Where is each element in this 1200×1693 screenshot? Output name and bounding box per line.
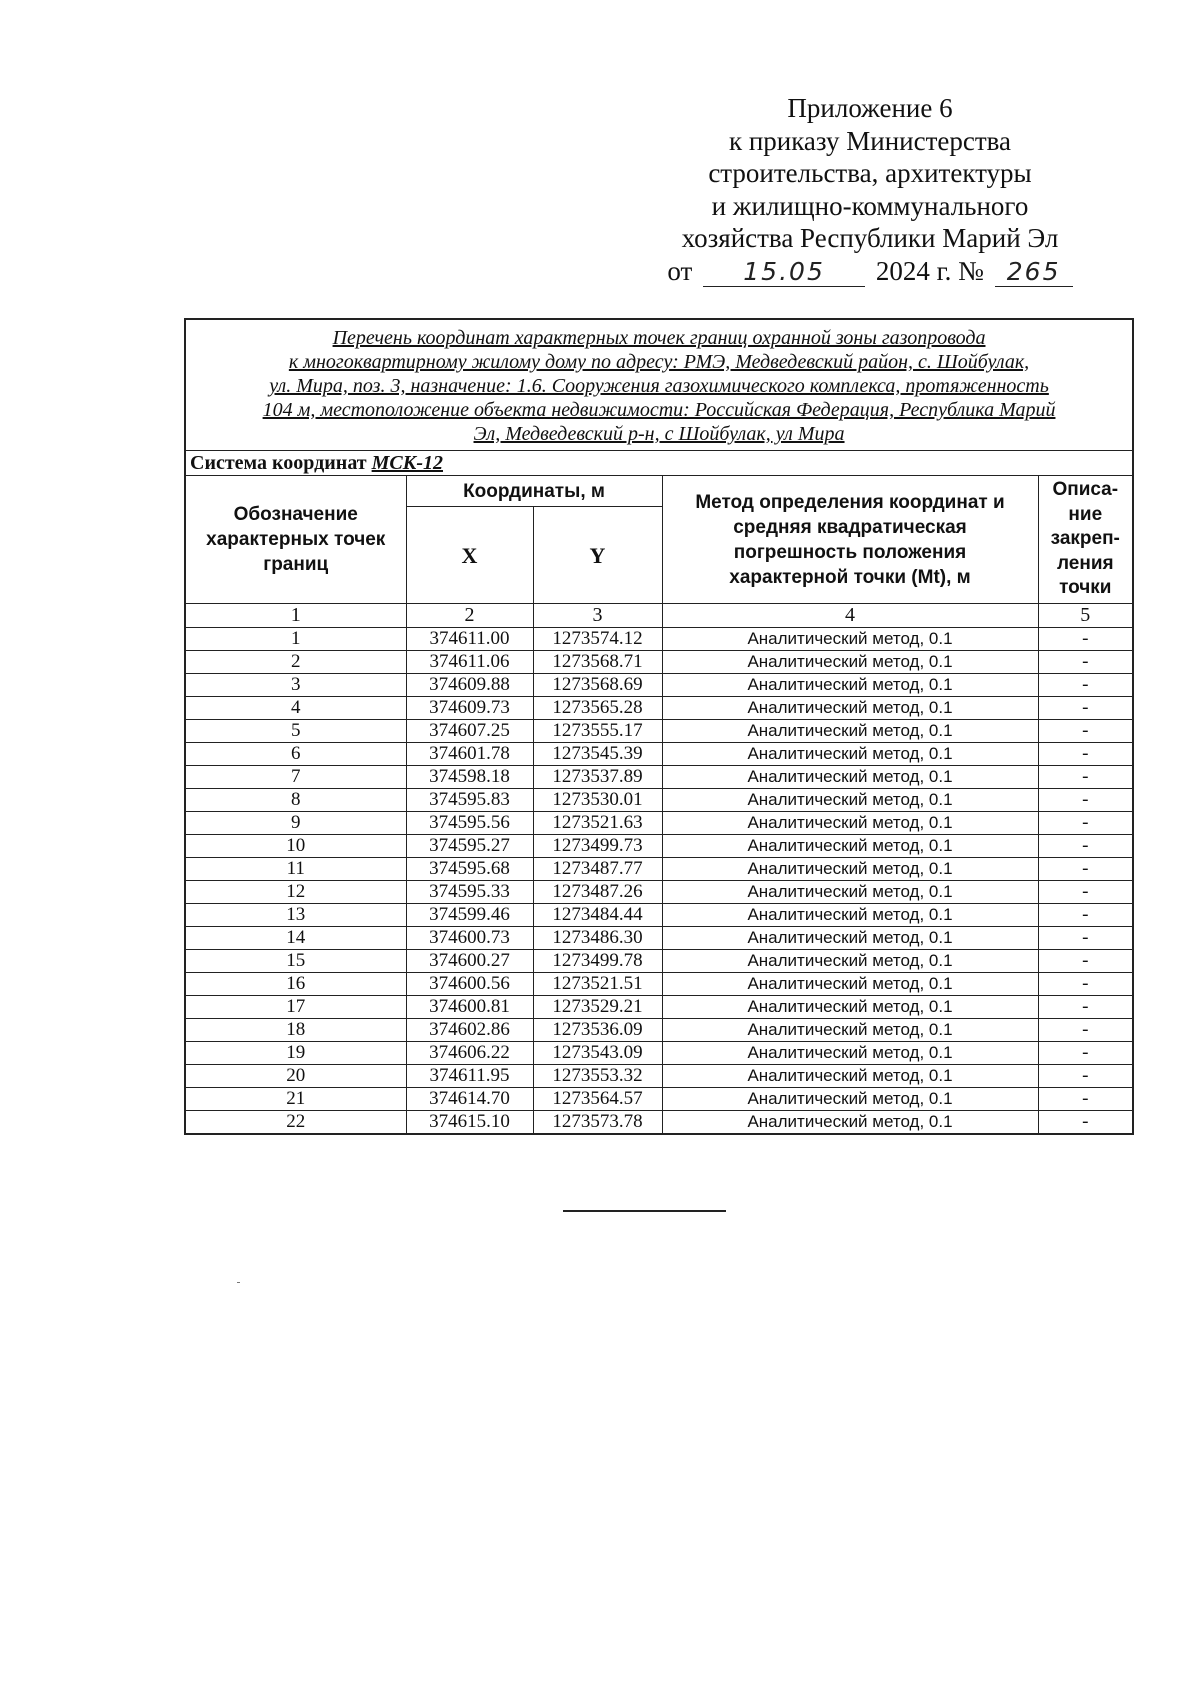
order-date-line	[640, 255, 1100, 288]
point-number-cell: 18	[185, 1019, 406, 1042]
x-coordinate-cell: 374600.73	[406, 927, 533, 950]
x-coordinate-cell: 374611.00	[406, 628, 533, 651]
x-coordinate-cell: 374611.95	[406, 1065, 533, 1088]
header-point-designation: Обозначение характерных точек границ	[185, 476, 406, 604]
x-coordinate-cell: 374595.27	[406, 835, 533, 858]
y-coordinate-cell: 1273499.73	[533, 835, 662, 858]
y-coordinate-cell: 1273574.12	[533, 628, 662, 651]
description-cell: -	[1038, 858, 1133, 881]
x-coordinate-cell: 374601.78	[406, 743, 533, 766]
handwritten-order-number: 265	[995, 258, 1073, 287]
description-cell: -	[1038, 812, 1133, 835]
title-row	[185, 319, 1133, 451]
header-description-line: ние	[1068, 503, 1103, 525]
point-number-cell: 8	[185, 789, 406, 812]
table-row	[185, 1088, 1133, 1111]
point-number-cell: 2	[185, 651, 406, 674]
column-number: 1	[185, 604, 406, 628]
x-coordinate-cell: 374595.56	[406, 812, 533, 835]
table-row	[185, 651, 1133, 674]
table-row	[185, 835, 1133, 858]
coordinates-table	[184, 318, 1134, 1135]
y-coordinate-cell: 1273555.17	[533, 720, 662, 743]
point-number-cell: 9	[185, 812, 406, 835]
table-row	[185, 766, 1133, 789]
method-cell: Аналитический метод, 0.1	[662, 1065, 1038, 1088]
y-coordinate-cell: 1273530.01	[533, 789, 662, 812]
table-row	[185, 697, 1133, 720]
x-coordinate-cell: 374607.25	[406, 720, 533, 743]
description-cell: -	[1038, 1042, 1133, 1065]
description-cell: -	[1038, 996, 1133, 1019]
description-cell: -	[1038, 720, 1133, 743]
y-coordinate-cell: 1273553.32	[533, 1065, 662, 1088]
method-cell: Аналитический метод, 0.1	[662, 674, 1038, 697]
description-cell: -	[1038, 743, 1133, 766]
method-cell: Аналитический метод, 0.1	[662, 996, 1038, 1019]
header-coordinates: Координаты, м	[406, 476, 662, 507]
point-number-cell: 1	[185, 628, 406, 651]
table-title-line: Эл, Медведевский р-н, с Шойбулак, ул Мира	[473, 423, 845, 445]
header-description-line: ления	[1056, 552, 1114, 574]
x-coordinate-cell: 374614.70	[406, 1088, 533, 1111]
point-number-cell: 17	[185, 996, 406, 1019]
header-description	[1038, 476, 1133, 604]
point-number-cell: 14	[185, 927, 406, 950]
description-cell: -	[1038, 904, 1133, 927]
method-cell: Аналитический метод, 0.1	[662, 881, 1038, 904]
appendix-header	[640, 92, 1100, 287]
header-row	[185, 476, 1133, 507]
header-line: и жилищно-коммунального	[711, 190, 1029, 221]
x-coordinate-cell: 374595.83	[406, 789, 533, 812]
description-cell: -	[1038, 835, 1133, 858]
description-cell: -	[1038, 628, 1133, 651]
point-number-cell: 19	[185, 1042, 406, 1065]
method-cell: Аналитический метод, 0.1	[662, 720, 1038, 743]
table-row	[185, 812, 1133, 835]
y-coordinate-cell: 1273529.21	[533, 996, 662, 1019]
method-cell: Аналитический метод, 0.1	[662, 950, 1038, 973]
x-coordinate-cell: 374611.06	[406, 651, 533, 674]
header-line: к приказу Министерства	[728, 125, 1012, 156]
description-cell: -	[1038, 881, 1133, 904]
point-number-cell: 5	[185, 720, 406, 743]
end-separator-line	[563, 1210, 726, 1212]
header-description-line: закреп-	[1050, 528, 1120, 550]
coordinate-system	[185, 451, 1133, 476]
description-cell: -	[1038, 1019, 1133, 1042]
table-row	[185, 927, 1133, 950]
table-row	[185, 904, 1133, 927]
table-row	[185, 881, 1133, 904]
description-cell: -	[1038, 950, 1133, 973]
point-number-cell: 6	[185, 743, 406, 766]
method-cell: Аналитический метод, 0.1	[662, 1019, 1038, 1042]
method-cell: Аналитический метод, 0.1	[662, 766, 1038, 789]
description-cell: -	[1038, 766, 1133, 789]
y-coordinate-cell: 1273568.71	[533, 651, 662, 674]
header-x: X	[406, 507, 533, 604]
x-coordinate-cell: 374609.73	[406, 697, 533, 720]
table-row	[185, 1042, 1133, 1065]
column-number: 2	[406, 604, 533, 628]
method-cell: Аналитический метод, 0.1	[662, 697, 1038, 720]
method-cell: Аналитический метод, 0.1	[662, 789, 1038, 812]
y-coordinate-cell: 1273564.57	[533, 1088, 662, 1111]
table-row	[185, 1019, 1133, 1042]
description-cell: -	[1038, 789, 1133, 812]
x-coordinate-cell: 374598.18	[406, 766, 533, 789]
table-row	[185, 950, 1133, 973]
scan-speck	[237, 1282, 240, 1283]
method-cell: Аналитический метод, 0.1	[662, 858, 1038, 881]
x-coordinate-cell: 374606.22	[406, 1042, 533, 1065]
table-row	[185, 674, 1133, 697]
y-coordinate-cell: 1273521.63	[533, 812, 662, 835]
year-text: 2024 г. №	[875, 255, 984, 286]
y-coordinate-cell: 1273568.69	[533, 674, 662, 697]
table-row	[185, 1111, 1133, 1135]
table-row	[185, 973, 1133, 996]
method-cell: Аналитический метод, 0.1	[662, 628, 1038, 651]
description-cell: -	[1038, 651, 1133, 674]
table-row	[185, 789, 1133, 812]
point-number-cell: 10	[185, 835, 406, 858]
table-row	[185, 743, 1133, 766]
y-coordinate-cell: 1273487.26	[533, 881, 662, 904]
header-description-line: точки	[1059, 577, 1112, 599]
y-coordinate-cell: 1273573.78	[533, 1111, 662, 1135]
header-line: хозяйства Республики Марий Эл	[681, 223, 1059, 253]
description-cell: -	[1038, 927, 1133, 950]
x-coordinate-cell: 374600.27	[406, 950, 533, 973]
table-row	[185, 720, 1133, 743]
column-number: 3	[533, 604, 662, 628]
handwritten-date: 15.05	[703, 258, 865, 287]
point-number-cell: 13	[185, 904, 406, 927]
y-coordinate-cell: 1273537.89	[533, 766, 662, 789]
x-coordinate-cell: 374615.10	[406, 1111, 533, 1135]
table-row	[185, 1065, 1133, 1088]
x-coordinate-cell: 374609.88	[406, 674, 533, 697]
point-number-cell: 22	[185, 1111, 406, 1135]
method-cell: Аналитический метод, 0.1	[662, 927, 1038, 950]
y-coordinate-cell: 1273543.09	[533, 1042, 662, 1065]
table-row	[185, 628, 1133, 651]
method-cell: Аналитический метод, 0.1	[662, 835, 1038, 858]
table-title-line: к многоквартирному жилому дому по адресу: РМЭ, Медведевский район, с. Шойбулак,	[288, 351, 1030, 373]
x-coordinate-cell: 374595.68	[406, 858, 533, 881]
description-cell: -	[1038, 697, 1133, 720]
header-line: Приложение 6	[787, 93, 953, 123]
method-cell: Аналитический метод, 0.1	[662, 1111, 1038, 1135]
table-title-line: 104 м, местоположение объекта недвижимости: Российская Федерация, Республика Марий	[262, 399, 1056, 421]
point-number-cell: 3	[185, 674, 406, 697]
method-cell: Аналитический метод, 0.1	[662, 812, 1038, 835]
table-title-line: Перечень координат характерных точек границ охранной зоны газопровода	[332, 327, 986, 349]
y-coordinate-cell: 1273486.30	[533, 927, 662, 950]
coordinate-system-value: МСК-12	[371, 451, 443, 474]
coordinate-system-label: Система координат	[190, 451, 367, 474]
x-coordinate-cell: 374595.33	[406, 881, 533, 904]
x-coordinate-cell: 374600.56	[406, 973, 533, 996]
table-row	[185, 996, 1133, 1019]
y-coordinate-cell: 1273565.28	[533, 697, 662, 720]
description-cell: -	[1038, 1065, 1133, 1088]
table-title	[185, 319, 1133, 451]
description-cell: -	[1038, 973, 1133, 996]
y-coordinate-cell: 1273499.78	[533, 950, 662, 973]
point-number-cell: 11	[185, 858, 406, 881]
method-cell: Аналитический метод, 0.1	[662, 1042, 1038, 1065]
y-coordinate-cell: 1273521.51	[533, 973, 662, 996]
description-cell: -	[1038, 674, 1133, 697]
point-number-cell: 21	[185, 1088, 406, 1111]
method-cell: Аналитический метод, 0.1	[662, 904, 1038, 927]
date-prefix: от	[667, 255, 693, 286]
method-cell: Аналитический метод, 0.1	[662, 973, 1038, 996]
description-cell: -	[1038, 1088, 1133, 1111]
description-cell: -	[1038, 1111, 1133, 1135]
y-coordinate-cell: 1273536.09	[533, 1019, 662, 1042]
y-coordinate-cell: 1273487.77	[533, 858, 662, 881]
method-cell: Аналитический метод, 0.1	[662, 1088, 1038, 1111]
method-cell: Аналитический метод, 0.1	[662, 651, 1038, 674]
y-coordinate-cell: 1273545.39	[533, 743, 662, 766]
point-number-cell: 12	[185, 881, 406, 904]
column-number: 4	[662, 604, 1038, 628]
header-line: строительства, архитектуры	[708, 158, 1032, 188]
y-coordinate-cell: 1273484.44	[533, 904, 662, 927]
header-method: Метод определения координат и средняя квадратическая погрешность положения характерной точки (Mt), м	[662, 476, 1038, 604]
coordinate-system-row	[185, 451, 1133, 476]
table-row	[185, 858, 1133, 881]
x-coordinate-cell: 374599.46	[406, 904, 533, 927]
point-number-cell: 16	[185, 973, 406, 996]
column-number: 5	[1038, 604, 1133, 628]
x-coordinate-cell: 374600.81	[406, 996, 533, 1019]
point-number-cell: 4	[185, 697, 406, 720]
column-number-row	[185, 604, 1133, 628]
table-title-line: ул. Мира, поз. 3, назначение: 1.6. Сооружения газохимического комплекса, протяженность	[269, 375, 1049, 397]
header-y: Y	[533, 507, 662, 604]
x-coordinate-cell: 374602.86	[406, 1019, 533, 1042]
point-number-cell: 20	[185, 1065, 406, 1088]
method-cell: Аналитический метод, 0.1	[662, 743, 1038, 766]
point-number-cell: 7	[185, 766, 406, 789]
header-description-line: Описа-	[1052, 479, 1119, 501]
point-number-cell: 15	[185, 950, 406, 973]
